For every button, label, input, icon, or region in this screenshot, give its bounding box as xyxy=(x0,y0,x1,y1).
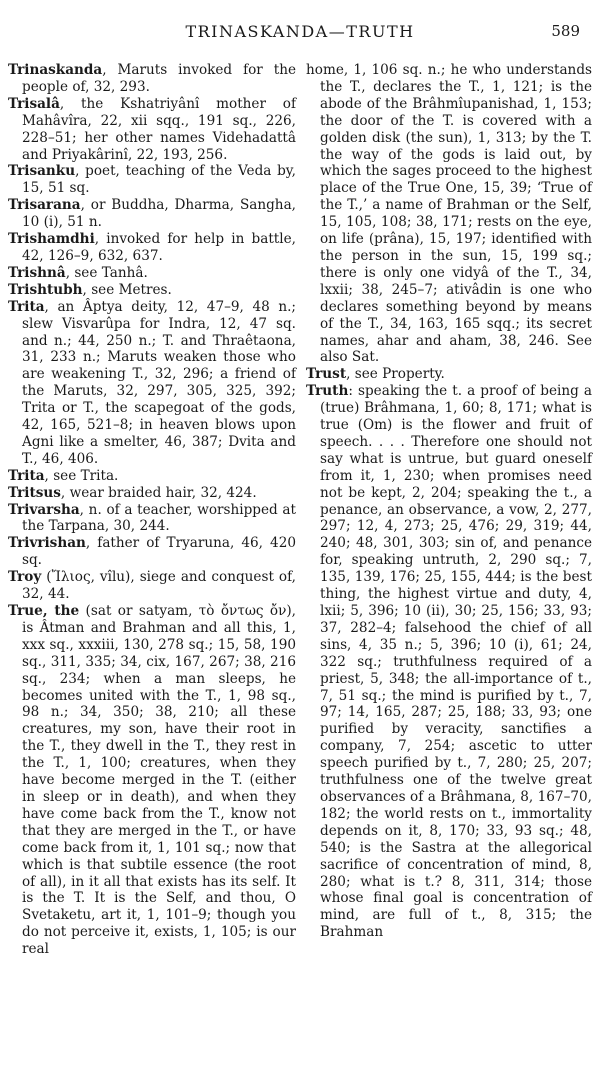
entry-headword: Trishtubh xyxy=(8,281,83,298)
index-entry xyxy=(8,231,296,265)
entry-text: , or Buddha, Dharma, Sangha, 10 (i), 51 n. xyxy=(22,197,296,231)
entry-headword: True, the xyxy=(8,603,80,619)
index-entry xyxy=(8,299,296,468)
entry-text: (sat or satyam, τὸ ὄντως ὄν), is Âtman and Brahman and all this, 1, xxx sq., xxxiii, 130, 278 sq.; 15, 58, 190 sq., 311, 335; 34, cix, 167, 267; 38, 216 sq., 234; when a man sleeps, he becomes united with the T., 1, 98 sq., 98 n.; 34, 350; 38, 210; all these creatures, my son, have their root in the T., they dwell in the T., they rest in the T., 1, 100; creatures, when they have become merged in the T. (either in sleep or in death), and when they have come back from the T., know not that they are merged in the T., or have come back from it, 1, 101 sq.; now that which is that subtile essence (the root of all), in it all that exists has its self. It is the T. It is the Self, and thou, O Svetaketu, art it, 1, 101–9; though you do not perceive it, exists, 1, 105; is our real xyxy=(22,603,296,958)
entry-headword: Trivarsha xyxy=(8,501,80,518)
entry-text: , father of Tryaruna, 46, 420 sq. xyxy=(22,535,296,569)
index-entry xyxy=(8,485,296,502)
index-entry xyxy=(8,468,296,485)
entry-headword: Trita xyxy=(8,298,45,315)
index-entry xyxy=(8,569,296,603)
index-entry xyxy=(8,96,296,164)
entry-text: (Ἴλιος, vîlu), siege and conquest of, 32, 44. xyxy=(22,569,296,603)
index-entry xyxy=(8,282,296,299)
entry-text: , see Tanhâ. xyxy=(65,264,148,281)
entry-headword: Trishnâ xyxy=(8,264,66,281)
running-title: TRINASKANDA—TRUTH xyxy=(185,22,415,41)
entry-text: , poet, teaching of the Veda by, 15, 51 sq. xyxy=(22,163,296,197)
entry-text: , Maruts invoked for the people of, 32, 293. xyxy=(22,62,296,95)
index-entry xyxy=(8,265,296,282)
entry-headword: Trisarana xyxy=(8,197,81,214)
entry-text: , see Property. xyxy=(346,366,445,383)
entry-text: , invoked for help in battle, 42, 126–9, 632, 637. xyxy=(22,231,296,264)
entry-headword: Troy xyxy=(8,569,42,586)
left-column xyxy=(8,62,296,958)
index-entry xyxy=(306,366,592,383)
entry-headword: Tritsus xyxy=(8,484,61,501)
entry-headword: Trivrishan xyxy=(8,535,86,552)
entry-headword: Trisanku xyxy=(8,163,76,180)
entry-headword: Trisalâ xyxy=(8,95,60,112)
page-number: 589 xyxy=(551,22,580,40)
entry-headword: Trinaskanda xyxy=(8,62,103,78)
entry-text: , see Trita. xyxy=(44,467,119,484)
running-header xyxy=(0,22,602,42)
entry-headword: Trust xyxy=(306,366,347,383)
index-entry xyxy=(8,535,296,569)
entry-headword: Trita xyxy=(8,467,45,484)
index-entry xyxy=(8,603,296,958)
entry-text: home, 1, 106 sq. n.; he who understands the T., declares the T., 1, 121; is the abode of the Brâhmîupanishad, 1, 153; the door of the T. is covered with a golden disk (the sun), 1, 313; by the T. the way of the gods is laid out, by which the sages proceed to the highest place of the True One, 15, 39; ‘True of the T.,’ a name of Brahman or the Self, 15, 105, 108; 38, 171; rests on the eye, on life (prâna), 15, 197; identified with the person in the sun, 15, 199 sq.; there is only one vidyâ of the T., 34, lxxii; 38, 245–7; ativâdin is one who declares something beyond by means of the T., 34, 163, 165 sqq.; its secret names, ahar and aham, 38, 246. See also Sat. xyxy=(306,62,592,366)
index-entry xyxy=(8,197,296,231)
index-entry xyxy=(306,62,592,366)
entry-text: , see Metres. xyxy=(82,281,172,298)
entry-text: , wear braided hair, 32, 424. xyxy=(60,484,257,501)
index-entry xyxy=(306,383,592,941)
right-column xyxy=(306,62,592,941)
entry-headword: Trishamdhi xyxy=(8,231,95,248)
index-entry xyxy=(8,62,296,96)
entry-text: : speaking the t. a proof of being a (true) Brâhmana, 1, 60; 8, 171; what is true (Om) is the flower and fruit of speech. . . . Therefore one should not say what is untrue, but guard oneself from it, 1, 230; when promises need not be kept, 2, 204; speaking the t., a penance, an observance, a vow, 2, 277, 297; 12, 4, 273; 25, 476; 29, 319; 44, 240; 48, 301, 303; sin of, and penance for, speaking untruth, 2, 290 sq.; 7, 135, 139, 176; 25, 155, 444; is the best thing, the highest virtue and duty, 4, lxii; 5, 396; 10 (ii), 30; 25, 156; 33, 93; 37, 282–4; falsehood the chief of all sins, 4, 35 n.; 5, 396; 10 (i), 61; 24, 322 sq.; truthfulness required of a priest, 5, 348; the all-importance of t., 7, 51 sq.; the mind is purified by t., 7, 97; 14, 165, 287; 25, 188; 33, 93; one purified by veracity, sanctifies a company, 7, 254; ascetic to utter speech purified by t., 7, 280; 25, 207; truthfulness one of the twelve great observances of a Brâhmana, 8, 167–70, 182; the world rests on t., immortality depends on it, 8, 170; 33, 93 sq.; 48, 540; is the Sastra at the allegorical sacrifice of concentration of mind, 8, 280; what is t.? 8, 311, 314; those whose final goal is concentration of mind, are full of t., 8, 315; the Brahman xyxy=(320,383,592,941)
entry-headword: Truth xyxy=(306,383,349,400)
index-entry xyxy=(8,163,296,197)
entry-text: , the Kshatriyânî mother of Mahâvîra, 22, xii sqq., 191 sq., 226, 228–51; her other names Videhadattâ and Priyakârinî, 22, 193, 256. xyxy=(22,95,296,163)
index-entry xyxy=(8,502,296,536)
entry-text: , n. of a teacher, worshipped at the Tarpana, 30, 244. xyxy=(22,501,296,535)
entry-text: , an Âptya deity, 12, 47–9, 48 n.; slew Visvarûpa for Indra, 12, 47 sq. and n.; 44, 250 n.; T. and Thraêtaona, 31, 233 n.; Maruts weaken those who are weakening T., 32, 296; a friend of the Maruts, 32, 297, 305, 325, 392; Trita or T., the scapegoat of the gods, 42, 165, 521–8; in heaven blows upon Agni like a smelter, 46, 387; Dvita and T., 46, 406. xyxy=(22,298,296,467)
